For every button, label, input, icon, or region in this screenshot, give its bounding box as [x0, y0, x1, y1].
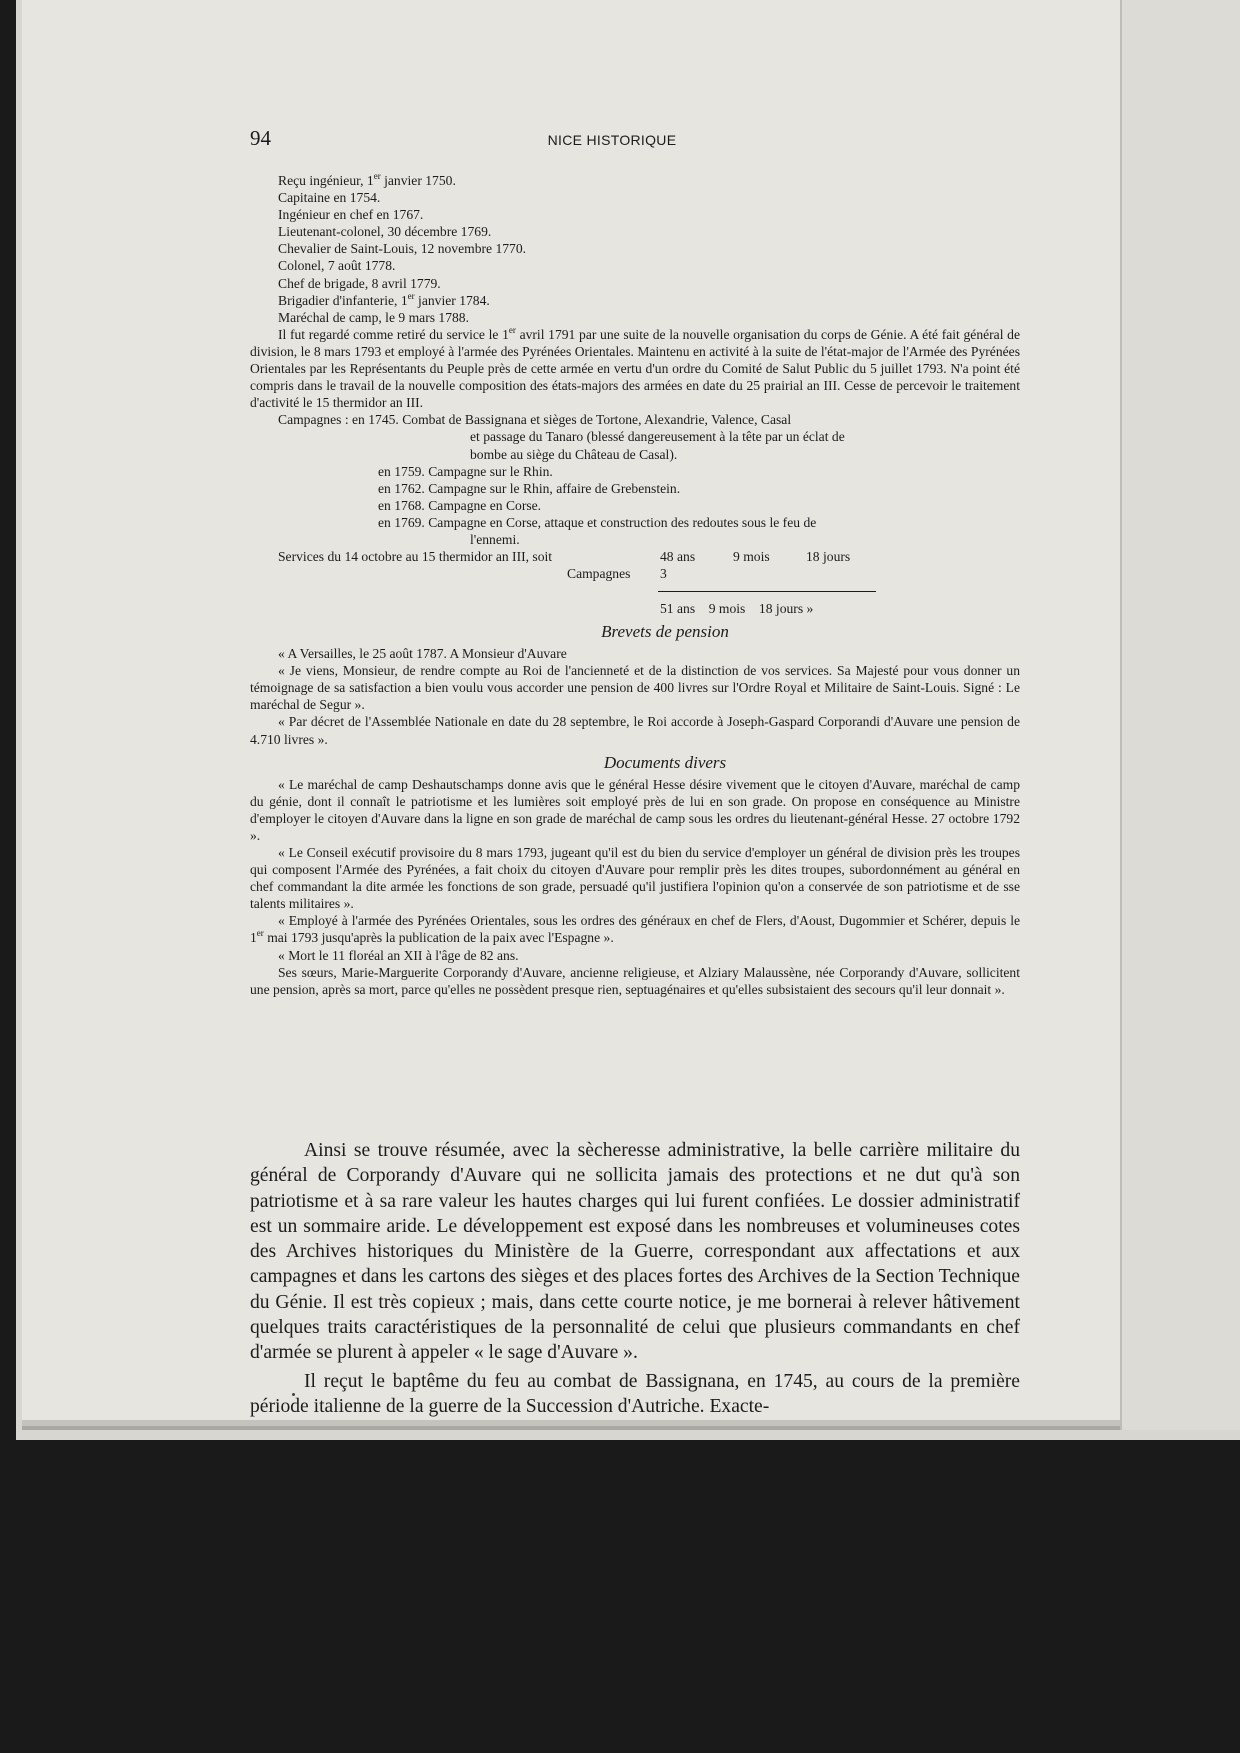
section-title-documents: Documents divers	[603, 752, 727, 772]
brevets-paragraph: « Par décret de l'Assemblée Nationale en date du 28 septembre, le Roi accorde à Joseph-Gaspard Corporandi d'Auvare une pension de 4.710 livres ».	[250, 714, 1020, 747]
campaign-entry: en 1759. Campagne sur le Rhin.	[378, 463, 553, 479]
page-number: 94	[250, 126, 271, 150]
services-row	[250, 548, 1020, 565]
campaign-continuation: bombe au siège du Château de Casal).	[470, 446, 678, 462]
documents-paragraph: « Le Conseil exécutif provisoire du 8 mars 1793, jugeant qu'il est du bien du service d'employer un général de division près les troupes qui composent l'Armée des Pyrénées, a fait choix du citoyen d'Auvare pour remplir près les dites troupes, subordonnément au général en chef commandant la dite armée les fonctions de son grade, persuadé qu'il justifiera l'opinion qu'on a conservée de son patriotisme et de sse talents militaires ».	[250, 845, 1020, 912]
retirement-paragraph: Il fut regardé comme retiré du service le 1er avril 1791 par une suite de la nouvelle organisation du corps de Génie. A été fait général de division, le 8 mars 1793 et employé à l'armée des Pyrénées Orientales. Maintenu en activité à la suite de l'état-major de l'Armée des Pyrénées Orientales par les Représentants du Peuple près de cette armée en vertu d'un ordre du Comité de Salut Public du 5 juillet 1793. N'a point été compris dans le travail de la nouvelle composition des états-majors des armées en date du 25 prairial an III. Cesse de percevoir le traitement d'activité le 15 thermidor an III.	[250, 324, 1020, 411]
body-paragraph: Il reçut le baptême du feu au combat de Bassignana, en 1745, au cours de la première période italienne de la guerre de la Succession d'Autriche. Exacte-	[250, 1370, 1020, 1417]
services-days: 18 jours	[806, 549, 851, 565]
services-label: Services du 14 octobre au 15 thermidor an III, soit	[278, 549, 553, 565]
career-entry: Capitaine en 1754.	[278, 190, 381, 206]
career-entry: Lieutenant-colonel, 30 décembre 1769.	[278, 224, 492, 240]
campaigns-years: 3	[660, 566, 667, 582]
career-entry: Reçu ingénieur, 1er janvier 1750.	[278, 171, 456, 188]
section-title-brevets: Brevets de pension	[601, 622, 729, 642]
sum-rule	[250, 582, 1020, 600]
body-text	[250, 1138, 1020, 1419]
body-paragraph: Ainsi se trouve résumée, avec la sècheresse administrative, la belle carrière militaire du général de Corporandy d'Auvare qui ne sollicita jamais des protections et ne dut qu'à son patriotisme et à sa rare valeur les hautes charges qui lui furent confiées. Le dossier administratif est un sommaire aride. Le développement est exposé dans les nombreuses et volumineuses cotes des Archives historiques du Ministère de la Guerre, correspondant aux affectations et aux campagnes et dans les cartons des sièges et des places fortes des Archives de la Section Technique du Génie. Il est très copieux ; mais, dans cette courte notice, je me bornerai à relever hâtivement quelques traits caractéristiques de la personnalité de celui que plusieurs commandants en chef d'armée se plurent à appeler « le sage d'Auvare ».	[250, 1140, 1020, 1364]
career-entry: Chef de brigade, 8 avril 1779.	[278, 275, 441, 291]
service-record	[250, 172, 1020, 998]
running-title: NICE HISTORIQUE	[547, 132, 677, 148]
brevets-paragraph: « Je viens, Monsieur, de rendre compte au Roi de l'ancienneté et de la distinction de vos services. Sa Majesté pour vous donner un témoignage de sa satisfaction a bien voulu vous accorder une pension de 400 livres sur l'Ordre Royal et Militaire de Saint-Louis. Signé : Le maréchal de Segur ».	[250, 663, 1020, 713]
services-months: 9 mois	[733, 549, 770, 565]
career-list	[250, 172, 1020, 326]
services-years: 48 ans	[660, 549, 696, 565]
career-entry: Maréchal de camp, le 9 mars 1788.	[278, 309, 469, 325]
campaign-entry: Campagnes : en 1745. Combat de Bassignana et sièges de Tortone, Alexandrie, Valence, Casal	[278, 412, 792, 428]
campaign-entry: en 1768. Campagne en Corse.	[378, 497, 542, 513]
page	[22, 0, 1120, 1420]
career-entry: Chevalier de Saint-Louis, 12 novembre 1770.	[278, 241, 527, 257]
total-row	[250, 600, 1020, 617]
career-entry: Colonel, 7 août 1778.	[278, 258, 396, 274]
campaign-continuation: l'ennemi.	[470, 531, 520, 547]
facing-page-edge	[1120, 0, 1240, 1430]
career-entry: Brigadier d'infanterie, 1er janvier 1784.	[278, 290, 490, 308]
campaigns-label: Campagnes	[567, 566, 631, 582]
services-total: 51 ans 9 mois 18 jours »	[660, 601, 814, 617]
campaigns-list	[250, 411, 1020, 548]
campaign-entry: en 1762. Campagne sur le Rhin, affaire de Grebenstein.	[378, 480, 681, 496]
documents-paragraph: « Mort le 11 floréal an XII à l'âge de 82 ans.	[278, 947, 519, 963]
brevets-paragraph: « A Versailles, le 25 août 1787. A Monsieur d'Auvare	[278, 646, 567, 662]
campaigns-row	[250, 565, 1020, 582]
services-summary	[250, 548, 1020, 617]
campaign-entry: en 1769. Campagne en Corse, attaque et construction des redoutes sous le feu de	[378, 514, 817, 530]
ink-speck	[292, 1393, 295, 1396]
career-entry: Ingénieur en chef en 1767.	[278, 207, 424, 223]
documents-paragraph: Ses sœurs, Marie-Marguerite Corporandy d'Auvare, ancienne religieuse, et Alziary Malaussène, née Corporandy d'Auvare, sollicitent une pension, après sa mort, parce qu'elles ne possèdent presque rien, septuagénaires et qu'elles subsistaient des secours qu'il leur donnait ».	[250, 964, 1020, 997]
documents-paragraph: « Le maréchal de camp Deshautschamps donne avis que le général Hesse désire vivement que le citoyen d'Auvare, maréchal de camp du génie, dont il connaît le patriotisme et les lumières soit employé près de lui en son grade. On propose en conséquence au Ministre d'employer le citoyen d'Auvare dans la ligne en son grade de maréchal de camp sous les ordres du lieutenant-général Hesse. 27 octobre 1792 ».	[250, 776, 1020, 843]
campaign-continuation: et passage du Tanaro (blessé dangereusement à la tête par un éclat de	[470, 429, 845, 445]
documents-paragraph: « Employé à l'armée des Pyrénées Orientales, sous les ordres des généraux en chef de Flers, d'Aoust, Dugommier et Schérer, depuis le 1er mai 1793 jusqu'après la publication de la paix avec l'Espagne ».	[250, 913, 1020, 946]
